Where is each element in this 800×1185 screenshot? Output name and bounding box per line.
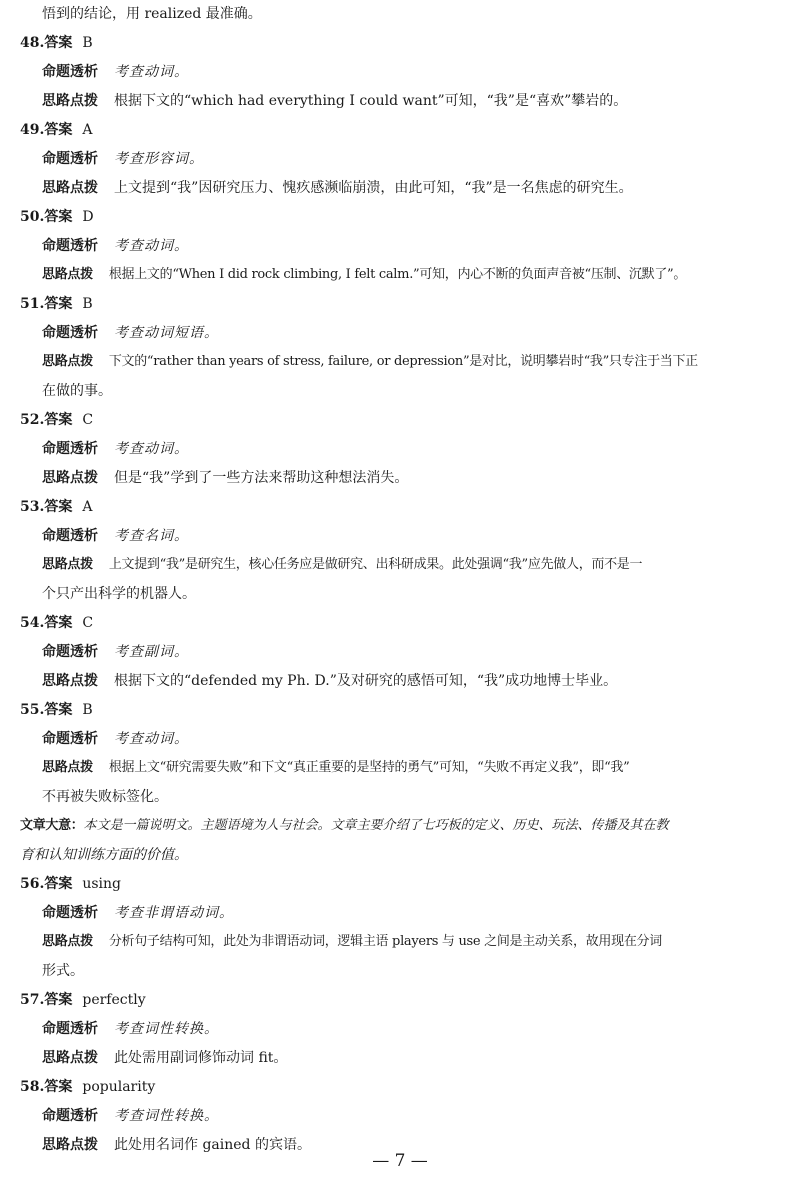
answer-value: A xyxy=(82,122,93,138)
answer-label: 答案 xyxy=(44,35,73,51)
guide-text: 上文提到“我”因研究压力、愧疚感濒临崩溃，由此可知，“我”是一名焦虑的研究生。 xyxy=(114,180,633,196)
guide-label: 思路点拨 xyxy=(42,93,98,109)
guide-text: 但是“我”学到了一些方法来帮助这种想法消失。 xyxy=(114,470,409,486)
question-number: 53. xyxy=(20,499,45,515)
guide-label: 思路点拨 xyxy=(42,180,98,196)
guide-label: 思路点拨 xyxy=(42,470,98,486)
guide-text: 此处用名词作 gained 的宾语。 xyxy=(114,1137,311,1153)
question-number: 49. xyxy=(20,122,45,138)
answer-label: 答案 xyxy=(44,499,73,515)
guide-continuation-56: 形式。 xyxy=(42,963,84,979)
answer-value: perfectly xyxy=(82,992,146,1008)
guide-row-57 xyxy=(42,1044,782,1072)
answer-row-55 xyxy=(20,696,780,724)
guide-label: 思路点拨 xyxy=(42,934,93,949)
guide-row-50 xyxy=(42,261,782,289)
guide-row-51 xyxy=(42,348,782,376)
answer-label: 答案 xyxy=(44,209,73,225)
answer-label: 答案 xyxy=(44,702,73,718)
answer-value: popularity xyxy=(82,1079,156,1095)
point-label: 命题透析 xyxy=(42,325,98,341)
guide-label: 思路点拨 xyxy=(42,1050,98,1066)
answer-row-54 xyxy=(20,609,780,637)
answer-value: D xyxy=(82,209,94,225)
answer-value: using xyxy=(82,876,122,892)
answer-row-50 xyxy=(20,203,780,231)
answer-row-49 xyxy=(20,116,780,144)
point-text: 考查动词。 xyxy=(114,64,189,80)
page-number: — 7 — xyxy=(372,1151,428,1171)
point-row-50 xyxy=(42,232,782,260)
summary-label: 文章大意： xyxy=(20,818,84,833)
guide-row-52 xyxy=(42,464,782,492)
point-row-58 xyxy=(42,1102,782,1130)
answer-label: 答案 xyxy=(44,1079,73,1095)
answer-row-56 xyxy=(20,870,780,898)
point-text: 考查动词短语。 xyxy=(114,325,219,341)
guide-label: 思路点拨 xyxy=(42,354,93,369)
guide-continuation-51: 在做的事。 xyxy=(42,383,112,399)
summary-text: 本文是一篇说明文。主题语境为人与社会。文章主要介绍了七巧板的定义、历史、玩法、传播及其在教 xyxy=(83,818,669,833)
point-row-56 xyxy=(42,899,782,927)
point-row-54 xyxy=(42,638,782,666)
guide-row-56 xyxy=(42,928,782,956)
guide-row-54 xyxy=(42,667,782,695)
answer-row-53 xyxy=(20,493,780,521)
answer-label: 答案 xyxy=(44,296,73,312)
answer-label: 答案 xyxy=(44,412,73,428)
point-row-48 xyxy=(42,58,782,86)
point-text: 考查动词。 xyxy=(114,731,189,747)
guide-label: 思路点拨 xyxy=(42,267,93,282)
point-label: 命题透析 xyxy=(42,1108,98,1124)
point-row-55 xyxy=(42,725,782,753)
answer-row-52 xyxy=(20,406,780,434)
continued-text: 悟到的结论，用 realized 最准确。 xyxy=(42,6,262,22)
question-number: 58. xyxy=(20,1079,45,1095)
point-text: 考查名词。 xyxy=(114,528,189,544)
point-text: 考查非谓语动词。 xyxy=(114,905,234,921)
guide-label: 思路点拨 xyxy=(42,557,93,572)
article-summary xyxy=(20,812,780,840)
answer-value: C xyxy=(82,615,94,631)
question-number: 57. xyxy=(20,992,45,1008)
point-row-49 xyxy=(42,145,782,173)
guide-text: 下文的“rather than years of stress, failure, or depression”是对比，说明攀岩时“我”只专注于当下正 xyxy=(108,354,698,369)
guide-row-55 xyxy=(42,754,782,782)
point-label: 命题透析 xyxy=(42,644,98,660)
guide-text: 此处需用副词修饰动词 fit。 xyxy=(114,1050,288,1066)
point-text: 考查词性转换。 xyxy=(114,1108,219,1124)
point-text: 考查动词。 xyxy=(114,441,189,457)
guide-text: 上文提到“我”是研究生，核心任务应是做研究、出科研成果。此处强调“我”应先做人，而不是一 xyxy=(108,557,643,572)
question-number: 55. xyxy=(20,702,45,718)
answer-value: B xyxy=(82,35,93,51)
guide-row-49 xyxy=(42,174,782,202)
answer-label: 答案 xyxy=(44,876,73,892)
answer-row-58 xyxy=(20,1073,780,1101)
point-label: 命题透析 xyxy=(42,731,98,747)
question-number: 56. xyxy=(20,876,45,892)
point-text: 考查副词。 xyxy=(114,644,189,660)
point-text: 考查动词。 xyxy=(114,238,189,254)
answer-row-57 xyxy=(20,986,780,1014)
question-number: 54. xyxy=(20,615,45,631)
point-label: 命题透析 xyxy=(42,1021,98,1037)
guide-label: 思路点拨 xyxy=(42,760,93,775)
point-label: 命题透析 xyxy=(42,441,98,457)
answer-value: B xyxy=(82,702,93,718)
guide-text: 根据下文的“defended my Ph. D.”及对研究的感悟可知，“我”成功地博士毕业。 xyxy=(114,673,618,689)
answer-label: 答案 xyxy=(44,615,73,631)
question-number: 52. xyxy=(20,412,45,428)
guide-row-48 xyxy=(42,87,782,115)
question-number: 50. xyxy=(20,209,45,225)
answer-label: 答案 xyxy=(44,992,73,1008)
question-number: 51. xyxy=(20,296,45,312)
answer-label: 答案 xyxy=(44,122,73,138)
guide-label: 思路点拨 xyxy=(42,673,98,689)
point-row-53 xyxy=(42,522,782,550)
guide-text: 根据上文的“When I did rock climbing, I felt calm.”可知，内心不断的负面声音被“压制、沉默了”。 xyxy=(108,267,687,282)
answer-row-48 xyxy=(20,29,780,57)
answer-value: C xyxy=(82,412,94,428)
guide-text: 根据上文“研究需要失败”和下文“真正重要的是坚持的勇气”可知，“失败不再定义我”，即“我” xyxy=(108,760,630,775)
guide-text: 根据下文的“which had everything I could want”可知，“我”是“喜欢”攀岩的。 xyxy=(114,93,628,109)
guide-row-53 xyxy=(42,551,782,579)
point-row-57 xyxy=(42,1015,782,1043)
point-row-51 xyxy=(42,319,782,347)
answer-value: A xyxy=(82,499,93,515)
guide-label: 思路点拨 xyxy=(42,1137,98,1153)
point-text: 考查形容词。 xyxy=(114,151,204,167)
question-number: 48. xyxy=(20,35,45,51)
point-text: 考查词性转换。 xyxy=(114,1021,219,1037)
point-label: 命题透析 xyxy=(42,151,98,167)
answer-row-51 xyxy=(20,290,780,318)
point-label: 命题透析 xyxy=(42,905,98,921)
guide-continuation-53: 个只产出科学的机器人。 xyxy=(42,586,196,602)
summary-continuation: 育和认知训练方面的价值。 xyxy=(20,847,188,863)
point-label: 命题透析 xyxy=(42,528,98,544)
point-label: 命题透析 xyxy=(42,238,98,254)
guide-text: 分析句子结构可知，此处为非谓语动词，逻辑主语 players 与 use 之间是主动关系，故用现在分词 xyxy=(108,934,662,949)
point-row-52 xyxy=(42,435,782,463)
answer-value: B xyxy=(82,296,93,312)
guide-continuation-55: 不再被失败标签化。 xyxy=(42,789,168,805)
point-label: 命题透析 xyxy=(42,64,98,80)
